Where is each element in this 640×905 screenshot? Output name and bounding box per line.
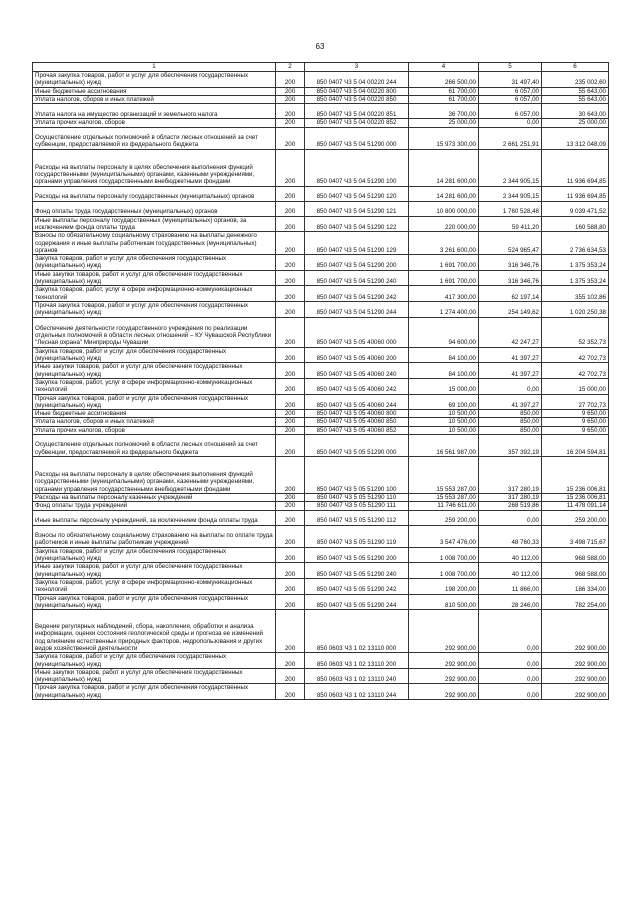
row-name-cell: Прочая закупка товаров, работ и услуг для обеспечения государственных (муниципальных) нужд <box>33 72 276 88</box>
row-approved-cell: 198 200,00 <box>409 578 479 594</box>
row-line-code-cell: 200 <box>276 286 305 302</box>
row-line-code-cell: 200 <box>276 270 305 286</box>
row-approved-cell: 10 800 000,00 <box>409 201 479 216</box>
row-remaining-cell: 13 312 048,09 <box>542 127 609 149</box>
row-budget-code-cell: 850 0407 Ч3 5 04 51290 240 <box>305 270 409 286</box>
row-executed-cell: 6 057,00 <box>479 87 542 95</box>
row-executed-cell: 62 197,14 <box>479 286 542 302</box>
row-executed-cell: 48 760,33 <box>479 525 542 547</box>
row-executed-cell: 1 760 528,48 <box>479 201 542 216</box>
row-line-code-cell: 200 <box>276 149 305 186</box>
row-line-code-cell: 200 <box>276 510 305 525</box>
row-approved-cell: 3 547 476,00 <box>409 525 479 547</box>
row-approved-cell: 61 700,00 <box>409 95 479 103</box>
row-line-code-cell: 200 <box>276 378 305 394</box>
row-budget-code-cell: 850 0407 Ч3 5 05 51290 110 <box>305 494 409 502</box>
row-budget-code-cell: 850 0407 Ч3 5 04 51290 200 <box>305 255 409 271</box>
row-line-code-cell: 200 <box>276 563 305 579</box>
row-line-code-cell: 200 <box>276 525 305 547</box>
row-name-cell: Осуществление отдельных полномочий в области лесных отношений за счет субвенции, предоставляемой из федерального бюджета <box>33 435 276 457</box>
table-row <box>33 563 609 579</box>
row-approved-cell: 25 000,00 <box>409 119 479 127</box>
row-budget-code-cell: 850 0407 Ч3 5 04 51290 000 <box>305 127 409 149</box>
row-executed-cell: 6 057,00 <box>479 104 542 119</box>
table-row <box>33 547 609 563</box>
row-line-code-cell: 200 <box>276 104 305 119</box>
table-row <box>33 578 609 594</box>
table-row <box>33 201 609 216</box>
row-line-code-cell: 200 <box>276 186 305 201</box>
row-budget-code-cell: 850 0603 Ч3 1 02 13110 244 <box>305 684 409 700</box>
row-budget-code-cell: 850 0603 Ч3 1 02 13110 240 <box>305 668 409 684</box>
row-budget-code-cell: 850 0407 Ч3 5 05 40060 852 <box>305 426 409 434</box>
row-approved-cell: 10 500,00 <box>409 410 479 418</box>
row-remaining-cell: 355 102,86 <box>542 286 609 302</box>
row-executed-cell: 40 112,00 <box>479 563 542 579</box>
row-name-cell: Иные бюджетные ассигнования <box>33 87 276 95</box>
row-line-code-cell: 200 <box>276 457 305 494</box>
row-budget-code-cell: 850 0407 Ч3 5 05 51290 111 <box>305 502 409 510</box>
row-executed-cell: 6 057,00 <box>479 95 542 103</box>
row-line-code-cell: 200 <box>276 494 305 502</box>
table-row <box>33 119 609 127</box>
row-remaining-cell: 15 236 006,81 <box>542 494 609 502</box>
row-line-code-cell: 200 <box>276 684 305 700</box>
table-row <box>33 255 609 271</box>
row-line-code-cell: 200 <box>276 426 305 434</box>
row-approved-cell: 36 700,00 <box>409 104 479 119</box>
row-remaining-cell: 55 643,00 <box>542 95 609 103</box>
table-row <box>33 216 609 232</box>
table-row <box>33 87 609 95</box>
row-budget-code-cell: 850 0407 Ч3 5 05 51290 119 <box>305 525 409 547</box>
row-executed-cell: 268 519,86 <box>479 502 542 510</box>
table-row <box>33 286 609 302</box>
row-name-cell: Уплата налогов, сборов и иных платежей <box>33 95 276 103</box>
row-name-cell: Закупка товаров, работ, услуг в сфере информационно-коммуникационных технологий <box>33 578 276 594</box>
row-approved-cell: 3 261 600,00 <box>409 232 479 255</box>
row-budget-code-cell: 850 0407 Ч3 5 05 51290 240 <box>305 563 409 579</box>
row-remaining-cell: 968 588,00 <box>542 563 609 579</box>
row-approved-cell: 16 561 987,00 <box>409 435 479 457</box>
table-body <box>33 72 609 700</box>
row-executed-cell: 28 246,00 <box>479 594 542 610</box>
table-row <box>33 668 609 684</box>
row-name-cell: Закупка товаров, работ, услуг в сфере информационно-коммуникационных технологий <box>33 286 276 302</box>
row-budget-code-cell: 850 0407 Ч3 5 05 40060 242 <box>305 378 409 394</box>
row-executed-cell: 316 346,76 <box>479 255 542 271</box>
row-approved-cell: 1 008 700,00 <box>409 563 479 579</box>
row-budget-code-cell: 850 0407 Ч3 5 05 40060 000 <box>305 317 409 347</box>
row-name-cell: Расходы на выплаты персоналу государственных (муниципальных) органов <box>33 186 276 201</box>
row-name-cell: Фонд оплаты труда государственных (муниципальных) органов <box>33 201 276 216</box>
row-approved-cell: 84 100,00 <box>409 347 479 363</box>
row-name-cell: Уплата прочих налогов, сборов <box>33 119 276 127</box>
row-remaining-cell: 9 650,00 <box>542 418 609 426</box>
row-budget-code-cell: 850 0407 Ч3 5 04 00220 852 <box>305 119 409 127</box>
row-remaining-cell: 160 588,80 <box>542 216 609 232</box>
row-remaining-cell: 11 936 694,85 <box>542 149 609 186</box>
table-row <box>33 610 609 653</box>
row-executed-cell: 11 866,00 <box>479 578 542 594</box>
row-approved-cell: 14 281 600,00 <box>409 186 479 201</box>
row-line-code-cell: 200 <box>276 72 305 88</box>
row-line-code-cell: 200 <box>276 317 305 347</box>
row-line-code-cell: 200 <box>276 302 305 318</box>
row-remaining-cell: 9 650,00 <box>542 426 609 434</box>
row-line-code-cell: 200 <box>276 232 305 255</box>
row-line-code-cell: 200 <box>276 216 305 232</box>
table-row <box>33 104 609 119</box>
table-row <box>33 302 609 318</box>
row-executed-cell: 41 397,27 <box>479 347 542 363</box>
table-row <box>33 347 609 363</box>
row-approved-cell: 14 281 600,00 <box>409 149 479 186</box>
row-approved-cell: 84 100,00 <box>409 363 479 379</box>
row-remaining-cell: 15 236 006,81 <box>542 457 609 494</box>
row-budget-code-cell: 850 0407 Ч3 5 05 51290 244 <box>305 594 409 610</box>
row-executed-cell: 0,00 <box>479 653 542 669</box>
row-name-cell: Иные выплаты персоналу учреждений, за исключением фонда оплаты труда <box>33 510 276 525</box>
row-name-cell: Расходы на выплаты персоналу казенных учреждений <box>33 494 276 502</box>
row-name-cell: Закупка товаров, работ и услуг для обеспечения государственных (муниципальных) нужд <box>33 347 276 363</box>
row-remaining-cell: 292 900,00 <box>542 684 609 700</box>
row-budget-code-cell: 850 0407 Ч3 5 04 51290 129 <box>305 232 409 255</box>
row-approved-cell: 292 900,00 <box>409 668 479 684</box>
row-budget-code-cell: 850 0407 Ч3 5 05 51290 112 <box>305 510 409 525</box>
row-budget-code-cell: 850 0407 Ч3 5 05 40060 244 <box>305 394 409 410</box>
row-budget-code-cell: 850 0407 Ч3 5 05 40060 850 <box>305 418 409 426</box>
row-approved-cell: 292 900,00 <box>409 684 479 700</box>
row-line-code-cell: 200 <box>276 547 305 563</box>
row-name-cell: Прочая закупка товаров, работ и услуг для обеспечения государственных (муниципальных) нужд <box>33 394 276 410</box>
row-budget-code-cell: 850 0407 Ч3 5 05 51290 200 <box>305 547 409 563</box>
column-header: 1 <box>33 63 276 72</box>
column-header: 2 <box>276 63 305 72</box>
row-remaining-cell: 11 478 091,14 <box>542 502 609 510</box>
row-remaining-cell: 1 020 250,38 <box>542 302 609 318</box>
row-executed-cell: 2 344 905,15 <box>479 149 542 186</box>
row-executed-cell: 524 965,47 <box>479 232 542 255</box>
row-approved-cell: 15 000,00 <box>409 378 479 394</box>
row-executed-cell: 0,00 <box>479 378 542 394</box>
row-remaining-cell: 15 000,00 <box>542 378 609 394</box>
row-executed-cell: 41 397,27 <box>479 363 542 379</box>
table-row <box>33 72 609 88</box>
row-budget-code-cell: 850 0407 Ч3 5 04 51290 120 <box>305 186 409 201</box>
row-approved-cell: 69 100,00 <box>409 394 479 410</box>
row-budget-code-cell: 850 0407 Ч3 5 04 00220 800 <box>305 87 409 95</box>
row-name-cell: Фонд оплаты труда учреждений <box>33 502 276 510</box>
row-line-code-cell: 200 <box>276 418 305 426</box>
table-row <box>33 494 609 502</box>
row-budget-code-cell: 850 0407 Ч3 5 05 51290 242 <box>305 578 409 594</box>
row-remaining-cell: 16 204 594,81 <box>542 435 609 457</box>
table-row <box>33 186 609 201</box>
row-name-cell: Иные закупки товаров, работ и услуг для обеспечения государственных (муниципальных) нужд <box>33 270 276 286</box>
row-remaining-cell: 9 039 471,52 <box>542 201 609 216</box>
row-name-cell: Иные бюджетные ассигнования <box>33 410 276 418</box>
table-row <box>33 418 609 426</box>
row-executed-cell: 0,00 <box>479 119 542 127</box>
row-name-cell: Закупка товаров, работ и услуг для обеспечения государственных (муниципальных) нужд <box>33 255 276 271</box>
row-executed-cell: 357 392,19 <box>479 435 542 457</box>
row-name-cell: Прочая закупка товаров, работ и услуг для обеспечения государственных (муниципальных) нужд <box>33 302 276 318</box>
table-row <box>33 457 609 494</box>
row-line-code-cell: 200 <box>276 653 305 669</box>
row-name-cell: Расходы на выплаты персоналу в целях обеспечения выполнения функций государственными (муниципальными) органами, казенными учреждениями, органами управления государственными внебюджетными фондами <box>33 149 276 186</box>
row-executed-cell: 40 112,00 <box>479 547 542 563</box>
row-name-cell: Расходы на выплаты персоналу в целях обеспечения выполнения функций государственными (муниципальными) органами, казенными учреждениями, органами управления государственными внебюджетными фондами <box>33 457 276 494</box>
row-remaining-cell: 259 200,00 <box>542 510 609 525</box>
row-line-code-cell: 200 <box>276 668 305 684</box>
row-name-cell: Иные закупки товаров, работ и услуг для обеспечения государственных (муниципальных) нужд <box>33 563 276 579</box>
column-header: 3 <box>305 63 409 72</box>
row-approved-cell: 1 274 400,00 <box>409 302 479 318</box>
row-remaining-cell: 235 002,60 <box>542 72 609 88</box>
row-remaining-cell: 968 588,00 <box>542 547 609 563</box>
table-row <box>33 426 609 434</box>
row-line-code-cell: 200 <box>276 127 305 149</box>
row-approved-cell: 61 700,00 <box>409 87 479 95</box>
row-line-code-cell: 200 <box>276 610 305 653</box>
row-name-cell: Закупка товаров, работ, услуг в сфере информационно-коммуникационных технологий <box>33 378 276 394</box>
row-executed-cell: 41 397,27 <box>479 394 542 410</box>
row-executed-cell: 31 497,40 <box>479 72 542 88</box>
row-remaining-cell: 52 352,73 <box>542 317 609 347</box>
row-line-code-cell: 200 <box>276 87 305 95</box>
row-executed-cell: 2 344 905,15 <box>479 186 542 201</box>
row-budget-code-cell: 850 0407 Ч3 5 04 00220 244 <box>305 72 409 88</box>
row-name-cell: Иные выплаты персоналу государственных (муниципальных) органов, за исключением фонда оплаты труда <box>33 216 276 232</box>
header-row <box>33 63 609 72</box>
row-budget-code-cell: 850 0407 Ч3 5 05 40060 800 <box>305 410 409 418</box>
row-remaining-cell: 292 900,00 <box>542 653 609 669</box>
row-name-cell: Ведение регулярных наблюдений, сбора, накопления, обработки и анализа информации, оценки состояния геологической среды и прогноза ее изменений под влиянием естественных природных факторов, недропользования и других видов хозяйственной деятельности <box>33 610 276 653</box>
row-remaining-cell: 1 375 353,24 <box>542 255 609 271</box>
row-approved-cell: 1 691 700,00 <box>409 270 479 286</box>
table-row <box>33 684 609 700</box>
row-approved-cell: 292 900,00 <box>409 610 479 653</box>
row-line-code-cell: 200 <box>276 347 305 363</box>
row-remaining-cell: 11 936 694,85 <box>542 186 609 201</box>
row-remaining-cell: 1 375 353,24 <box>542 270 609 286</box>
row-executed-cell: 317 280,19 <box>479 457 542 494</box>
row-name-cell: Взносы по обязательному социальному страхованию на выплаты по оплате труда работников и иные выплаты работникам учреждений <box>33 525 276 547</box>
row-executed-cell: 317 280,19 <box>479 494 542 502</box>
row-executed-cell: 0,00 <box>479 684 542 700</box>
row-line-code-cell: 200 <box>276 502 305 510</box>
row-executed-cell: 0,00 <box>479 510 542 525</box>
table-row <box>33 510 609 525</box>
budget-table <box>32 62 609 700</box>
row-budget-code-cell: 850 0407 Ч3 5 04 00220 851 <box>305 104 409 119</box>
row-executed-cell: 850,00 <box>479 418 542 426</box>
table-row <box>33 435 609 457</box>
row-line-code-cell: 200 <box>276 201 305 216</box>
table-row <box>33 594 609 610</box>
table-row <box>33 232 609 255</box>
row-line-code-cell: 200 <box>276 95 305 103</box>
row-name-cell: Закупка товаров, работ и услуг для обеспечения государственных (муниципальных) нужд <box>33 547 276 563</box>
row-budget-code-cell: 850 0407 Ч3 5 05 51290 000 <box>305 435 409 457</box>
row-name-cell: Взносы по обязательному социальному страхованию на выплаты денежного содержания и иные выплаты работникам государственных (муниципальных) органов <box>33 232 276 255</box>
table-row <box>33 149 609 186</box>
row-remaining-cell: 292 900,00 <box>542 610 609 653</box>
row-line-code-cell: 200 <box>276 255 305 271</box>
column-header: 6 <box>542 63 609 72</box>
row-remaining-cell: 27 702,73 <box>542 394 609 410</box>
row-approved-cell: 10 500,00 <box>409 418 479 426</box>
column-header: 5 <box>479 63 542 72</box>
row-budget-code-cell: 850 0407 Ч3 5 04 51290 121 <box>305 201 409 216</box>
row-remaining-cell: 25 000,00 <box>542 119 609 127</box>
row-budget-code-cell: 850 0407 Ч3 5 04 51290 244 <box>305 302 409 318</box>
row-approved-cell: 220 000,00 <box>409 216 479 232</box>
row-remaining-cell: 42 702,73 <box>542 363 609 379</box>
table-row <box>33 317 609 347</box>
row-executed-cell: 254 149,62 <box>479 302 542 318</box>
row-approved-cell: 15 553 287,00 <box>409 494 479 502</box>
row-approved-cell: 1 691 700,00 <box>409 255 479 271</box>
row-approved-cell: 15 973 300,00 <box>409 127 479 149</box>
row-approved-cell: 266 500,00 <box>409 72 479 88</box>
row-remaining-cell: 3 498 715,67 <box>542 525 609 547</box>
row-approved-cell: 810 500,00 <box>409 594 479 610</box>
row-budget-code-cell: 850 0407 Ч3 5 05 40060 240 <box>305 363 409 379</box>
row-remaining-cell: 2 736 634,53 <box>542 232 609 255</box>
row-name-cell: Прочая закупка товаров, работ и услуг для обеспечения государственных (муниципальных) нужд <box>33 684 276 700</box>
row-line-code-cell: 200 <box>276 578 305 594</box>
row-name-cell: Иные закупки товаров, работ и услуг для обеспечения государственных (муниципальных) нужд <box>33 363 276 379</box>
table-row <box>33 127 609 149</box>
row-budget-code-cell: 850 0603 Ч3 1 02 13110 000 <box>305 610 409 653</box>
row-name-cell: Закупка товаров, работ и услуг для обеспечения государственных (муниципальных) нужд <box>33 653 276 669</box>
row-remaining-cell: 55 643,00 <box>542 87 609 95</box>
row-budget-code-cell: 850 0407 Ч3 5 04 51290 100 <box>305 149 409 186</box>
row-budget-code-cell: 850 0407 Ч3 5 05 51290 100 <box>305 457 409 494</box>
row-executed-cell: 2 661 251,91 <box>479 127 542 149</box>
row-name-cell: Уплата прочих налогов, сборов <box>33 426 276 434</box>
row-budget-code-cell: 850 0603 Ч3 1 02 13110 200 <box>305 653 409 669</box>
row-executed-cell: 850,00 <box>479 410 542 418</box>
row-budget-code-cell: 850 0407 Ч3 5 04 51290 122 <box>305 216 409 232</box>
row-remaining-cell: 292 900,00 <box>542 668 609 684</box>
table-row <box>33 410 609 418</box>
row-name-cell: Прочая закупка товаров, работ и услуг для обеспечения государственных (муниципальных) нужд <box>33 594 276 610</box>
row-line-code-cell: 200 <box>276 410 305 418</box>
row-line-code-cell: 200 <box>276 363 305 379</box>
row-budget-code-cell: 850 0407 Ч3 5 04 51290 242 <box>305 286 409 302</box>
row-approved-cell: 259 200,00 <box>409 510 479 525</box>
row-approved-cell: 94 600,00 <box>409 317 479 347</box>
row-name-cell: Иные закупки товаров, работ и услуг для обеспечения государственных (муниципальных) нужд <box>33 668 276 684</box>
row-executed-cell: 0,00 <box>479 668 542 684</box>
row-executed-cell: 316 346,76 <box>479 270 542 286</box>
table-row <box>33 394 609 410</box>
row-approved-cell: 10 500,00 <box>409 426 479 434</box>
table-row <box>33 270 609 286</box>
row-line-code-cell: 200 <box>276 394 305 410</box>
row-executed-cell: 59 411,20 <box>479 216 542 232</box>
row-name-cell: Обеспечение деятельности государственного учреждения по реализации отдельных полномочий в области лесных отношений – КУ Чувашской Республики "Лесная охрана" Минприроды Чувашии <box>33 317 276 347</box>
row-approved-cell: 1 008 700,00 <box>409 547 479 563</box>
row-line-code-cell: 200 <box>276 119 305 127</box>
row-remaining-cell: 186 334,00 <box>542 578 609 594</box>
row-name-cell: Осуществление отдельных полномочий в области лесных отношений за счет субвенции, предоставляемой из федерального бюджета <box>33 127 276 149</box>
row-remaining-cell: 9 650,00 <box>542 410 609 418</box>
row-executed-cell: 42 247,27 <box>479 317 542 347</box>
row-line-code-cell: 200 <box>276 435 305 457</box>
row-remaining-cell: 782 254,00 <box>542 594 609 610</box>
row-name-cell: Уплата налога на имущество организаций и земельного налога <box>33 104 276 119</box>
row-name-cell: Уплата налогов, сборов и иных платежей <box>33 418 276 426</box>
table-row <box>33 363 609 379</box>
column-header: 4 <box>409 63 479 72</box>
row-remaining-cell: 30 643,00 <box>542 104 609 119</box>
table-row <box>33 653 609 669</box>
row-executed-cell: 0,00 <box>479 610 542 653</box>
row-approved-cell: 11 746 611,00 <box>409 502 479 510</box>
row-approved-cell: 15 553 287,00 <box>409 457 479 494</box>
table-row <box>33 525 609 547</box>
row-budget-code-cell: 850 0407 Ч3 5 05 40060 200 <box>305 347 409 363</box>
table-row <box>33 378 609 394</box>
row-approved-cell: 417 300,00 <box>409 286 479 302</box>
row-budget-code-cell: 850 0407 Ч3 5 04 00220 850 <box>305 95 409 103</box>
table-row <box>33 95 609 103</box>
row-executed-cell: 850,00 <box>479 426 542 434</box>
table-row <box>33 502 609 510</box>
page-number: 63 <box>315 42 325 51</box>
row-remaining-cell: 42 702,73 <box>542 347 609 363</box>
row-line-code-cell: 200 <box>276 594 305 610</box>
row-approved-cell: 292 900,00 <box>409 653 479 669</box>
